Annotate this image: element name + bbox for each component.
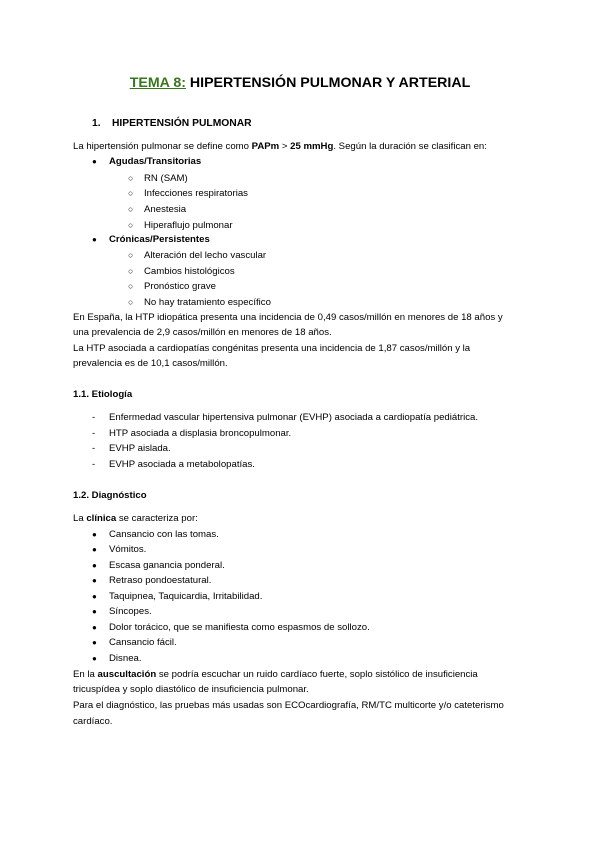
list-item: - Enfermedad vascular hipertensiva pulmonar (EVHP) asociada a cardiopatía pediátrica. (92, 412, 479, 423)
circle-bullet-icon: ○ (128, 173, 134, 183)
circle-bullet-icon: ○ (128, 188, 134, 198)
bullet-icon: ● (92, 607, 97, 616)
paragraph-line: La HTP asociada a cardiopatías congénitas presenta una incidencia de 1,87 casos/millón y la (73, 343, 471, 354)
list-item: - HTP asociada a displasia broncopulmonar. (92, 428, 292, 439)
subsection-heading-etiologia: 1.1. Etiología (73, 389, 133, 400)
page-title (0, 75, 600, 91)
clinica-intro: La clínica se caracteriza por: (73, 513, 198, 524)
sub-list-item: ○ Hiperaflujo pulmonar (128, 220, 233, 231)
title-text: HIPERTENSIÓN PULMONAR Y ARTERIAL (185, 75, 471, 91)
bullet-icon: ● (92, 592, 97, 601)
list-item: ● Dolor torácico, que se manifiesta como espasmos de sollozo. (92, 622, 370, 633)
circle-bullet-icon: ○ (128, 297, 134, 307)
circle-bullet-icon: ○ (128, 204, 134, 214)
sub-list-item: ○ Alteración del lecho vascular (128, 250, 267, 261)
bullet-icon: ● (92, 638, 97, 647)
sub-list-item: ○ Pronóstico grave (128, 281, 216, 292)
circle-bullet-icon: ○ (128, 250, 134, 260)
intro-paragraph: La hipertensión pulmonar se define como PAPm > 25 mmHg. Según la duración se clasifican en: (73, 141, 487, 152)
list-item: ● Taquipnea, Taquicardia, Irritabilidad. (92, 591, 263, 602)
list-item: ● Síncopes. (92, 606, 152, 617)
sub-list-item: ○ No hay tratamiento específico (128, 297, 271, 308)
list-item-agudas: ● Agudas/Transitorias (92, 156, 202, 167)
paragraph-line: En España, la HTP idiopática presenta una incidencia de 0,49 casos/millón en menores de 18 años y (73, 312, 503, 323)
list-item: ● Cansancio con las tomas. (92, 529, 219, 540)
bullet-icon: ● (92, 576, 97, 585)
sub-list-item: ○ Anestesia (128, 204, 187, 215)
paragraph-line: Para el diagnóstico, las pruebas más usadas son ECOcardiografía, RM/TC multicorte y/o cateterismo (73, 700, 504, 711)
list-item: ● Disnea. (92, 653, 142, 664)
bullet-icon: ● (92, 530, 97, 539)
bullet-icon: ● (92, 654, 97, 663)
dash-bullet: - (92, 428, 96, 439)
section-heading-hipertension (92, 118, 252, 129)
dash-bullet: - (92, 412, 96, 423)
dash-bullet: - (92, 459, 96, 470)
bullet-icon: ● (92, 623, 97, 632)
bullet-icon: ● (92, 157, 97, 166)
auscultacion-paragraph: En la auscultación se podría escuchar un ruido cardíaco fuerte, soplo sistólico de insuficiencia (73, 669, 478, 680)
list-item: - EVHP aislada. (92, 443, 171, 454)
dash-bullet: - (92, 443, 96, 454)
bullet-icon: ● (92, 235, 97, 244)
list-item: - EVHP asociada a metabolopatías. (92, 459, 255, 470)
sub-list-item: ○ Cambios histológicos (128, 266, 235, 277)
paragraph-line: prevalencia es de 10,1 casos/millón. (73, 358, 228, 369)
paragraph-line: tricuspídea y soplo diastólico de insuficiencia pulmonar. (73, 684, 309, 695)
list-item: ● Escasa ganancia ponderal. (92, 560, 225, 571)
subsection-heading-diagnostico: 1.2. Diagnóstico (73, 490, 147, 501)
list-item: ● Cansancio fácil. (92, 637, 177, 648)
paragraph-line: una prevalencia de 2,9 casos/millón en menores de 18 años. (73, 327, 332, 338)
circle-bullet-icon: ○ (128, 220, 134, 230)
list-item: ● Vómitos. (92, 544, 147, 555)
bullet-icon: ● (92, 561, 97, 570)
circle-bullet-icon: ○ (128, 281, 134, 291)
title-tema: TEMA 8: (129, 75, 186, 91)
list-item: ● Retraso pondoestatural. (92, 575, 212, 586)
paragraph-line: cardíaco. (73, 716, 113, 727)
section-heading-text: HIPERTENSIÓN PULMONAR (112, 118, 252, 129)
sub-list-item: ○ Infecciones respiratorias (128, 188, 248, 199)
list-item-cronicas: ● Crónicas/Persistentes (92, 234, 210, 245)
section-number: 1. (92, 118, 101, 129)
circle-bullet-icon: ○ (128, 266, 134, 276)
sub-list-item: ○ RN (SAM) (128, 173, 188, 184)
bullet-icon: ● (92, 545, 97, 554)
